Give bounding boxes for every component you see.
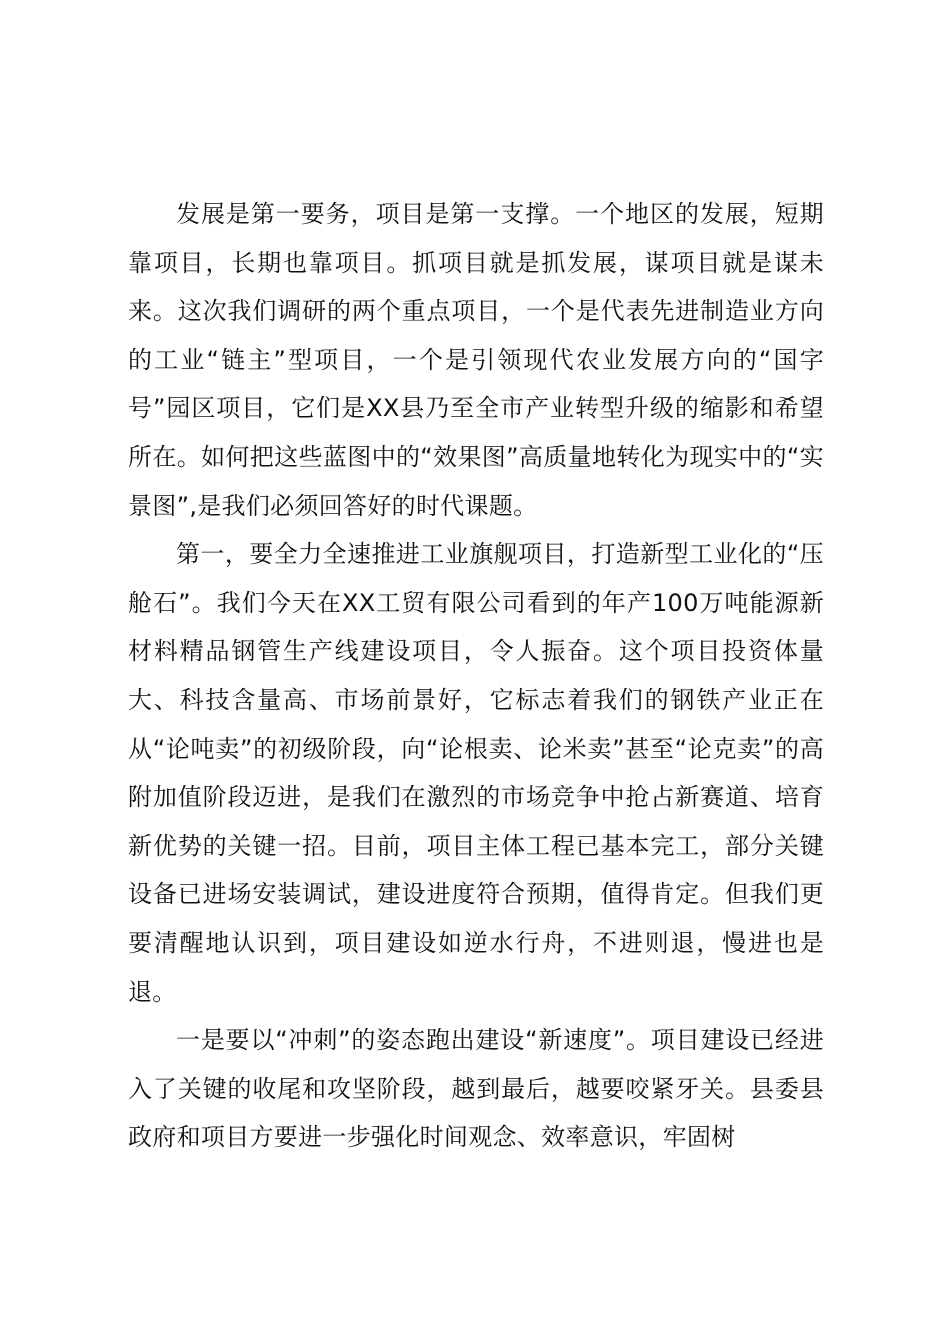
paragraph-intro: 发展是第一要务，项目是第一支撑。一个地区的发展，短期靠项目，长期也靠项目。抓项目就是抓发展，谋项目就是谋未来。这次我们调研的两个重点项目，一个是代表先进制造业方向的工业“链主”型项目，一个是引领现代农业发展方向的“国字号”园区项目，它们是XX县乃至全市产业转型升级的缩影和希望所在。如何把这些蓝图中的“效果图”高质量地转化为现实中的“实景图”,是我们必须回答好的时代课题。 [128, 200, 824, 520]
paragraph-first-point: 第一，要全力全速推进工业旗舰项目，打造新型工业化的“压舱石”。我们今天在XX工贸有限公司看到的年产100万吨能源新材料精品钢管生产线建设项目，令人振奋。这个项目投资体量大、科技含量高、市场前景好，它标志着我们的钢铁产业正在从“论吨卖”的初级阶段，向“论根卖、论米卖”甚至“论克卖”的高附加值阶段迈进，是我们在激烈的市场竞争中抢占新赛道、培育新优势的关键一招。目前，项目主体工程已基本完工，部分关键设备已进场安装调试，建设进度符合预期，值得肯定。但我们更要清醒地认识到，项目建设如逆水行舟，不进则退，慢进也是退。 [128, 540, 824, 1006]
document-body [128, 190, 824, 1162]
paragraph-sub-point-one: 一是要以“冲刺”的姿态跑出建设“新速度”。项目建设已经进入了关键的收尾和攻坚阶段，越到最后，越要咬紧牙关。县委县政府和项目方要进一步强化时间观念、效率意识，牢固树 [128, 1026, 824, 1152]
